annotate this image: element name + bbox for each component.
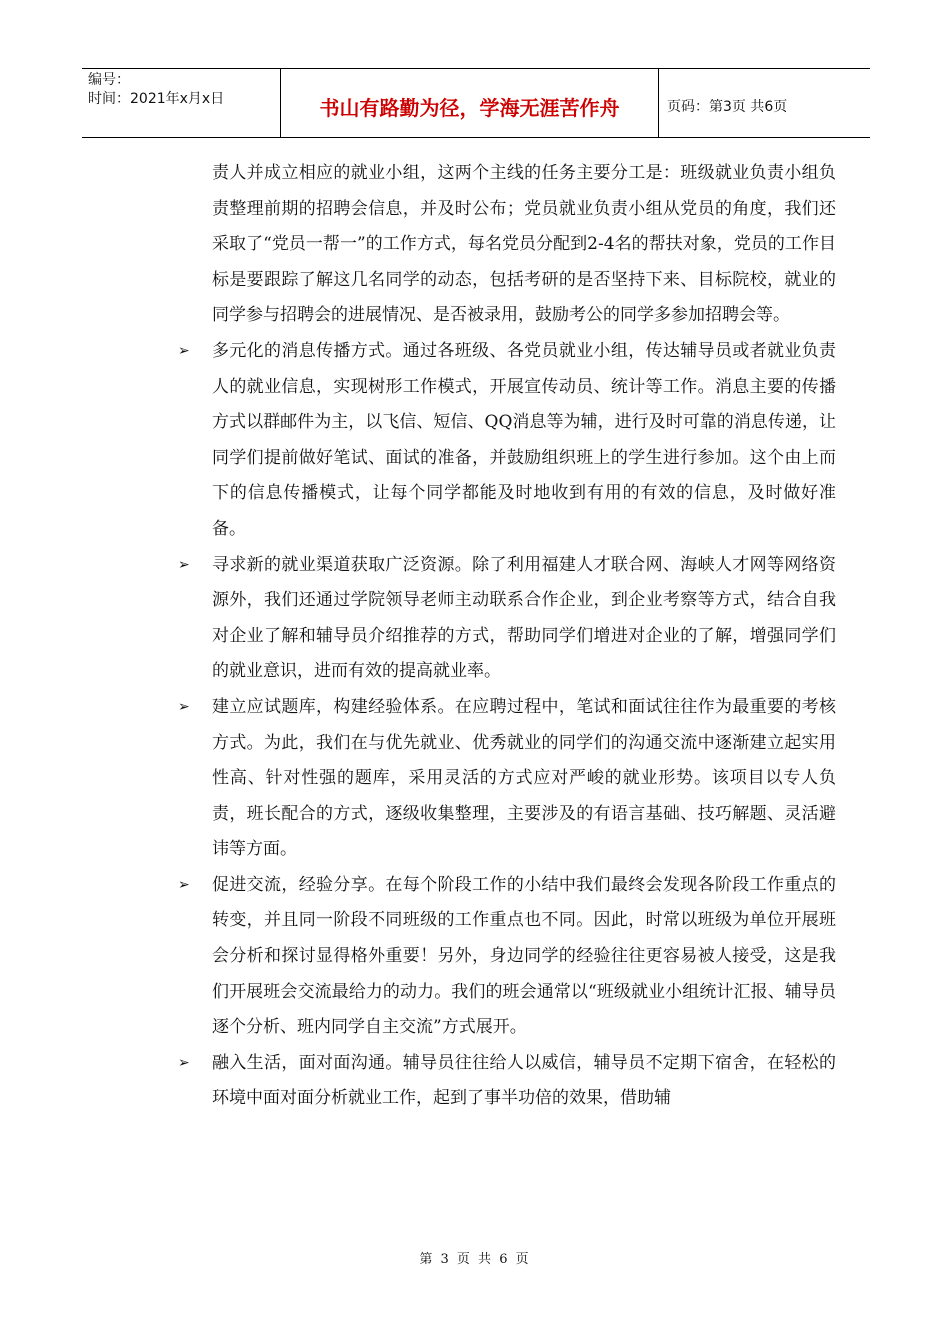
page-footer: 第 3 页 共 6 页 — [419, 1252, 531, 1267]
header-motto: 书山有路勤为径，学海无涯苦作舟 — [281, 69, 659, 137]
header-meta — [82, 69, 281, 137]
intro-paragraph: 责人并成立相应的就业小组，这两个主线的任务主要分工是：班级就业负责小组负责整理前期的招聘会信息，并及时公布；党员就业负责小组从党员的角度，我们还采取了“党员一帮一”的工作方式，每名党员分配到2-4名的帮扶对象，党员的工作目标是要跟踪了解这几名同学的动态，包括考研的是否坚持下来、目标院校，就业的同学参与招聘会的进展情况、是否被录用，鼓励考公的同学多参加招聘会等。 — [212, 163, 836, 326]
bullet-item-3 — [176, 690, 836, 868]
document-number: 编号： — [88, 72, 130, 88]
bullet-text: 促进交流，经验分享。在每个阶段工作的小结中我们最终会发现各阶段工作重点的转变，并且同一阶段不同班级的工作重点也不同。因此，时常以班级为单位开展班会分析和探讨显得格外重要！另外，身边同学的经验往往更容易被人接受，这是我们开展班会交流最给力的动力。我们的班会通常以“班级就业小组统计汇报、辅导员逐个分析、班内同学自主交流”方式展开。 — [212, 874, 836, 1038]
document-body — [176, 156, 836, 1117]
bullet-text: 多元化的消息传播方式。通过各班级、各党员就业小组，传达辅导员或者就业负责人的就业信息，实现树形工作模式，开展宣传动员、统计等工作。消息主要的传播方式以群邮件为主，以飞信、短信、QQ消息等为辅，进行及时可靠的消息传递，让同学们提前做好笔试、面试的准备，并鼓励组织班上的学生进行参加。这个由上而下的信息传播模式，让每个同学都能及时地收到有用的有效的信息，及时做好准备。 — [212, 340, 836, 539]
bullet-item-4 — [176, 868, 836, 1046]
arrow-bullet-icon: ➢ — [178, 556, 190, 573]
arrow-bullet-icon: ➢ — [178, 876, 190, 893]
bullet-text: 寻求新的就业渠道获取广泛资源。除了利用福建人才联合网、海峡人才网等网络资源外，我们还通过学院领导老师主动联系合作企业，到企业考察等方式，结合自我对企业了解和辅导员介绍推荐的方式，帮助同学们增进对企业的了解，增强同学们的就业意识，进而有效的提高就业率。 — [212, 554, 836, 682]
bullet-text: 融入生活，面对面沟通。辅导员往往给人以威信，辅导员不定期下宿舍，在轻松的环境中面对面分析就业工作，起到了事半功倍的效果，借助辅 — [212, 1052, 836, 1109]
arrow-bullet-icon: ➢ — [178, 1054, 190, 1071]
bullet-item-2 — [176, 548, 836, 690]
page-header — [82, 68, 870, 138]
arrow-bullet-icon: ➢ — [178, 698, 190, 715]
bullet-item-1 — [176, 334, 836, 548]
header-page-indicator: 页码：第3页 共6页 — [667, 99, 788, 115]
bullet-text: 建立应试题库，构建经验体系。在应聘过程中，笔试和面试往往作为最重要的考核方式。为此，我们在与优先就业、优秀就业的同学们的沟通交流中逐渐建立起实用性高、针对性强的题库，采用灵活的方式应对严峻的就业形势。该项目以专人负责，班长配合的方式，逐级收集整理，主要涉及的有语言基础、技巧解题、灵活避讳等方面。 — [212, 696, 836, 860]
arrow-bullet-icon: ➢ — [178, 342, 190, 359]
document-date: 时间：2021年x月x日 — [88, 91, 225, 107]
bullet-item-5 — [176, 1046, 836, 1117]
